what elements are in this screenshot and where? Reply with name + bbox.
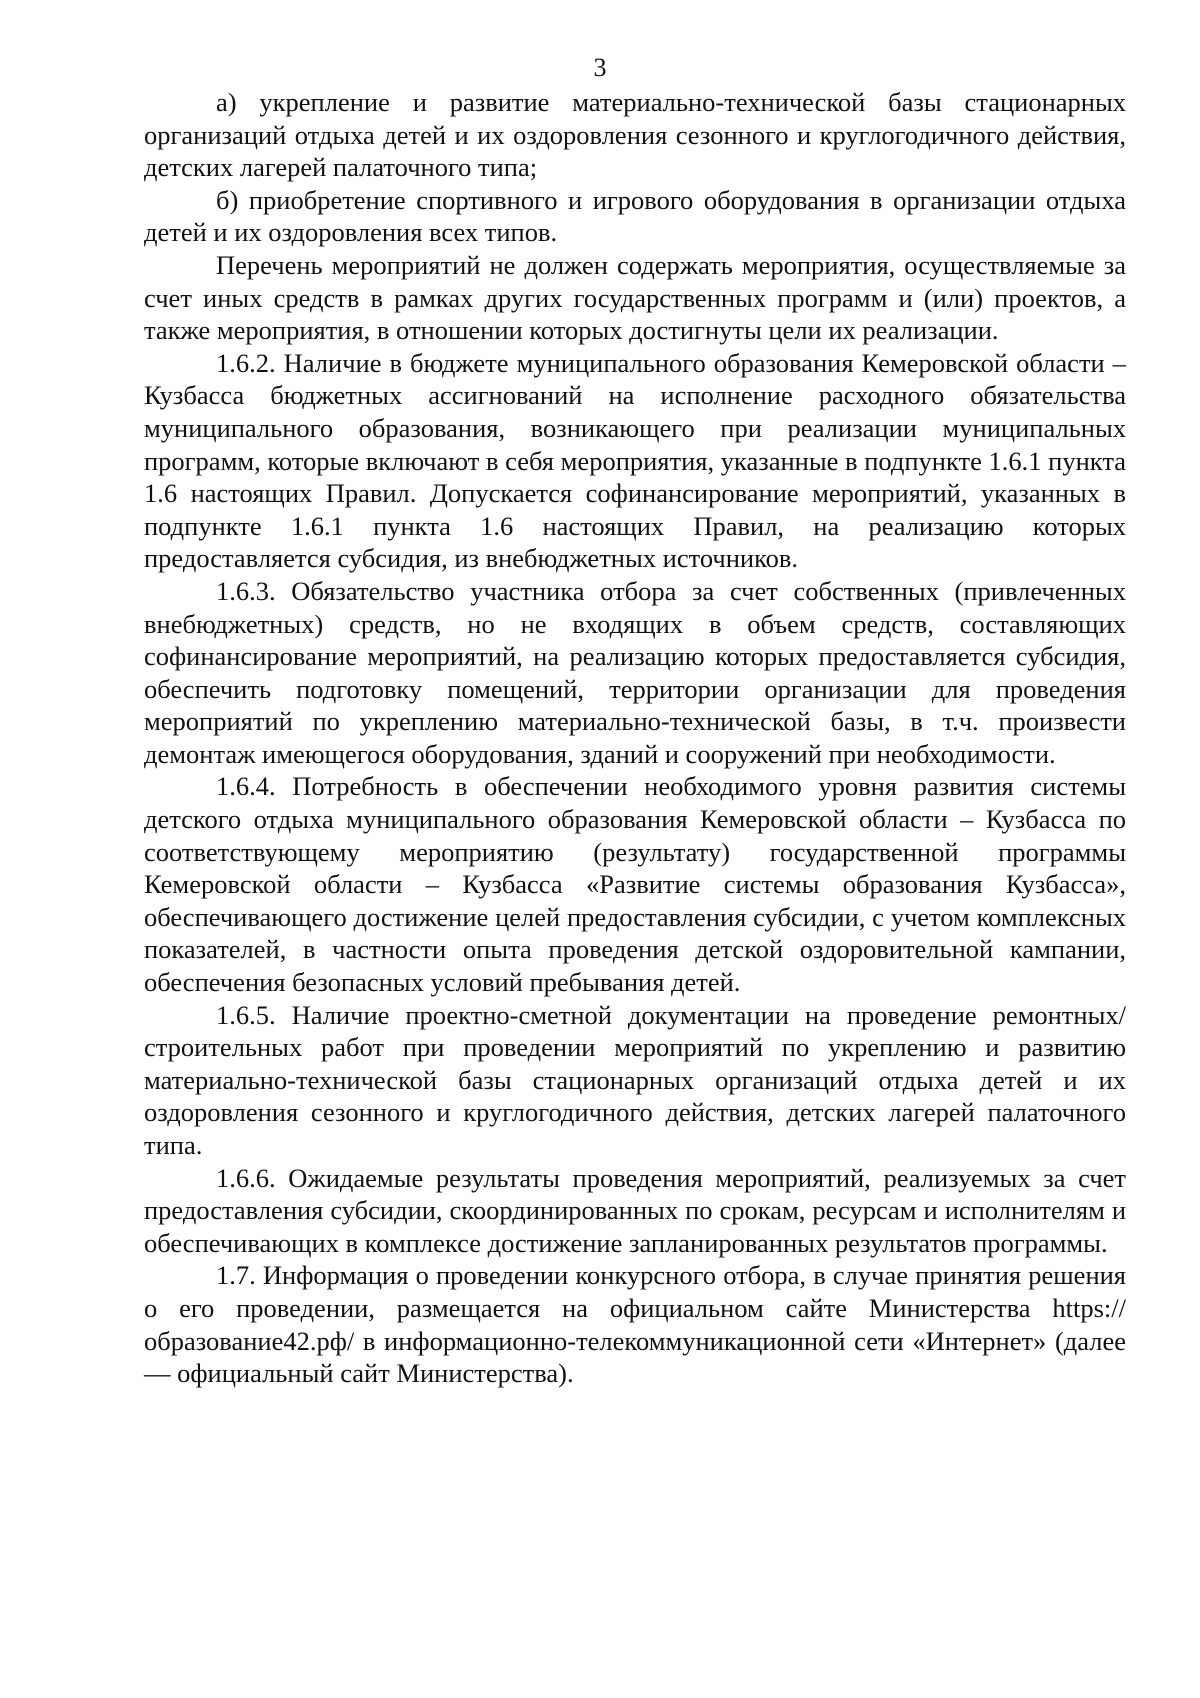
page-number: 3 xyxy=(593,53,607,82)
paragraph-1-6-2: 1.6.2. Наличие в бюджете муниципального образования Кемеровской области – Кузбасса бюджетных ассигнований на исполнение расходного обязательства муниципального образования, возникающего при реализации муниципальных программ, которые включают в себя мероприятия, указанные в подпункте 1.6.1 пункта 1.6 настоящих Правил. Допускается софинансирование мероприятий, указанных в подпункте 1.6.1 пункта 1.6 настоящих Правил, на реализацию которых предоставляется субсидия, из внебюджетных источников. xyxy=(144,347,1126,574)
paragraph-measures-list: Перечень мероприятий не должен содержать мероприятия, осуществляемые за счет иных средств в рамках других государственных программ и (или) проектов, а также мероприятия, в отношении которых достигнуты цели их реализации. xyxy=(144,249,1126,346)
paragraph-item-b: б) приобретение спортивного и игрового оборудования в организации отдыха детей и их оздоровления всех типов. xyxy=(144,184,1126,248)
paragraph-1-7: 1.7. Информация о проведении конкурсного отбора, в случае принятия решения о его проведении, размещается на официальном сайте Министерства https://образование42.рф/ в информационно-телекоммуникационной сети «Интернет» (далее — официальный сайт Министерства). xyxy=(144,1260,1126,1389)
paragraph-1-6-6: 1.6.6. Ожидаемые результаты проведения мероприятий, реализуемых за счет предоставления субсидии, скоординированных по срокам, ресурсам и исполнителям и обеспечивающих в комплексе достижение запланированных результатов программы. xyxy=(144,1162,1126,1258)
paragraph-1-6-5: 1.6.5. Наличие проектно-сметной документации на проведение ремонтных/строительных работ при проведении мероприятий по укреплению и развитию материально-технической базы стационарных организаций отдыха детей и их оздоровления сезонного и круглогодичного действия, детских лагерей палаточного типа. xyxy=(144,999,1126,1160)
document-body xyxy=(144,86,1126,1390)
paragraph-item-a: а) укрепление и развитие материально-технической базы стационарных организаций отдыха детей и их оздоровления сезонного и круглогодичного действия, детских лагерей палаточного типа; xyxy=(144,87,1126,183)
paragraph-1-6-3: 1.6.3. Обязательство участника отбора за счет собственных (привлеченных внебюджетных) средств, но не входящих в объем средств, составляющих софинансирование мероприятий, на реализацию которых предоставляется субсидия, обеспечить подготовку помещений, территории организации для проведения мероприятий по укреплению материально-технической базы, в т.ч. произвести демонтаж имеющегося оборудования, зданий и сооружений при необходимости. xyxy=(144,575,1126,769)
paragraph-1-6-4: 1.6.4. Потребность в обеспечении необходимого уровня развития системы детского отдыха муниципального образования Кемеровской области – Кузбасса по соответствующему мероприятию (результату) государственной программы Кемеровской области – Кузбасса «Развитие системы образования Кузбасса», обеспечивающего достижение целей предоставления субсидии, с учетом комплексных показателей, в частности опыта проведения детской оздоровительной кампании, обеспечения безопасных условий пребывания детей. xyxy=(144,771,1126,998)
